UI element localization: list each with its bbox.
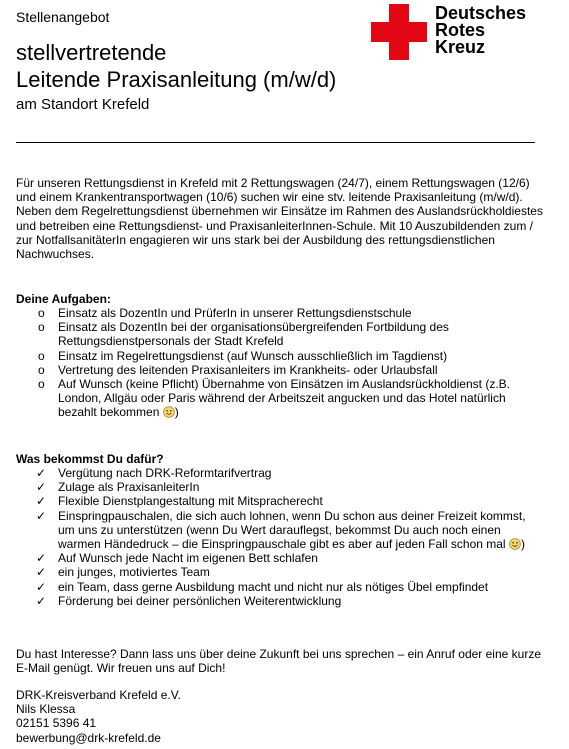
logo-wordmark [435, 5, 526, 56]
bullet-icon: o [38, 306, 45, 320]
check-icon: ✓ [36, 480, 47, 495]
benefit-text-suffix: ) [520, 537, 525, 552]
task-text: Einsatz als DozentIn und PrüferIn in unserer Rettungsdienstschule [58, 306, 412, 320]
list-item [16, 306, 536, 320]
offer-label: Stellenangebot [16, 9, 110, 25]
logo-line-1: Deutsches [435, 3, 527, 23]
list-item [16, 551, 536, 565]
list-item [16, 320, 536, 348]
list-item [16, 594, 536, 608]
benefit-text: Vergütung nach DRK-Reformtarifvertrag [58, 466, 272, 480]
task-text: Vertretung des leitenden Praxisanleiters im Krankheits- oder Urlaubsfall [58, 362, 438, 377]
list-item [16, 363, 536, 377]
header-divider [16, 142, 535, 143]
intro-paragraph: Für unseren Rettungsdienst in Krefeld mit 2 Rettungswagen (24/7), einem Rettungswagen (12/6) und einem Krankentransportwagen (10/6) suchen wir eine stv. leitende Praxisanleitung (m/w/d). Neben dem Regelrettungsdienst übernehmen wir Einsätze im Rahmen des Auslandsrückholdiestes und betreiben eine Rettungsdienst- und PraxisanleiterInnen-Schule. Mit 10 Auszubildenden zum / zur NotfallsanitäterIn engagieren wir uns stark bei der Ausbildung des rettungsdienstlichen Nachwuchses. [16, 176, 543, 262]
check-icon: ✓ [36, 466, 47, 480]
title-line-2: Leitende Praxisanleitung (m/w/d) [16, 67, 337, 92]
list-item [16, 494, 536, 508]
smiley-icon [163, 406, 175, 418]
list-item [16, 580, 536, 594]
benefit-text: Auf Wunsch jede Nacht im eigenen Bett schlafen [58, 551, 318, 566]
location-subtitle: am Standort Krefeld [16, 96, 150, 113]
task-text: Auf Wunsch (keine Pflicht) Übernahme von Einsätzen im Auslandsrückholdienst (z.B. London, Allgäu oder Paris während der Arbeitszeit angucken und das Hotel natürlich bezahlt bekommen [58, 377, 510, 420]
tasks-list [16, 306, 536, 420]
contact-block [16, 688, 181, 745]
list-item [16, 509, 536, 552]
check-icon: ✓ [36, 494, 47, 509]
benefit-text: ein Team, dass gerne Ausbildung macht und nicht nur als nötiges Übel empfindet [58, 579, 489, 594]
benefit-text: Einspringpauschalen, die sich auch lohnen, wenn Du schon aus deiner Freizeit kommst, um uns zu unterstützen (wenn Du Wert darauflegst, bekommst Du auch noch einen warmen Händedruck – die Einspringpauschale gibt es aber auf jeden Fall schon mal [58, 508, 526, 552]
bullet-icon: o [38, 362, 45, 377]
contact-phone: 02151 5396 41 [16, 716, 97, 731]
check-icon: ✓ [36, 565, 47, 580]
benefits-list [16, 466, 536, 608]
list-item [16, 349, 536, 363]
logo-line-3: Kreuz [435, 37, 486, 57]
logo-line-2: Rotes [435, 20, 486, 40]
list-item [16, 565, 536, 579]
check-icon: ✓ [36, 551, 47, 566]
task-text-suffix: ) [174, 405, 179, 420]
task-text: Einsatz im Regelrettungsdienst (auf Wunsch ausschließlich im Tagdienst) [58, 348, 448, 363]
benefit-text: ein junges, motiviertes Team [58, 565, 210, 580]
list-item [16, 377, 536, 420]
check-icon: ✓ [36, 508, 47, 523]
bullet-icon: o [38, 348, 45, 363]
smiley-icon [509, 538, 521, 550]
check-icon: ✓ [36, 579, 47, 594]
bullet-icon: o [38, 377, 45, 392]
task-text: Einsatz als DozentIn bei der organisationsübergreifenden Fortbildung des Rettungsdienstpersonals der Stadt Krefeld [58, 320, 449, 349]
bullet-icon: o [38, 320, 45, 335]
benefit-text: Zulage als PraxisanleiterIn [58, 480, 200, 495]
benefit-text: Förderung bei deiner persönlichen Weiterentwicklung [58, 593, 342, 608]
red-cross-icon [371, 4, 427, 60]
contact-name: Nils Klessa [16, 702, 76, 717]
benefits-heading: Was bekommst Du dafür? [16, 452, 164, 466]
list-item [16, 466, 536, 480]
contact-organization: DRK-Kreisverband Krefeld e.V. [16, 688, 181, 702]
interest-paragraph: Du hast Interesse? Dann lass uns über deine Zukunft bei uns sprechen – ein Anruf oder eine kurze E-Mail genügt. Wir freuen uns auf Dich! [16, 647, 541, 676]
drk-logo [371, 4, 561, 64]
list-item [16, 480, 536, 494]
benefit-text: Flexible Dienstplangestaltung mit Mitspracherecht [58, 494, 323, 509]
contact-email[interactable]: bewerbung@drk-krefeld.de [16, 730, 161, 745]
check-icon: ✓ [36, 593, 47, 608]
tasks-heading: Deine Aufgaben: [16, 292, 111, 306]
title-line-1: stellvertretende [16, 40, 167, 65]
